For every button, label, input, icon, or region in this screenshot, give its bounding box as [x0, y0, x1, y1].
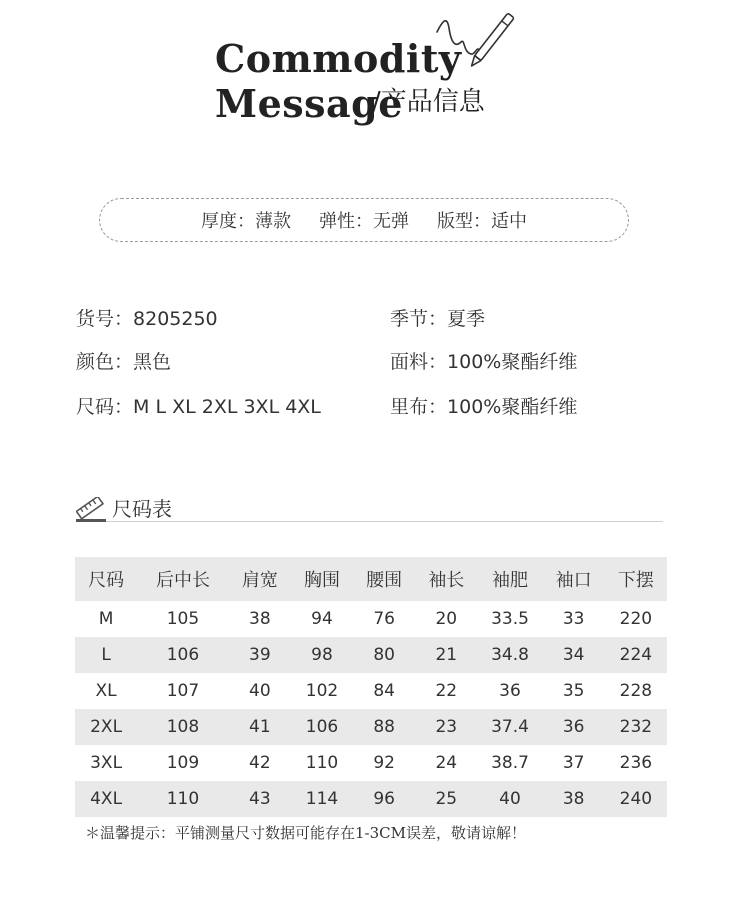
table-cell: 106 [137, 637, 229, 673]
table-cell: 3XL [90, 753, 123, 773]
table-cell: 107 [166, 681, 200, 701]
table-cell: 98 [291, 637, 353, 673]
table-cell: 228 [619, 681, 653, 701]
col-header: 后中长 [137, 557, 229, 601]
table-cell: 37.4 [477, 709, 542, 745]
title-line-2: Message [215, 81, 403, 126]
table-cell: 21 [415, 637, 477, 673]
title-line-1: Commodity [215, 36, 462, 81]
table-cell: 36 [543, 709, 605, 745]
table-cell: 92 [373, 753, 395, 773]
col-header: 腰围 [353, 557, 415, 601]
title-subtitle: /产品信息 [372, 87, 485, 117]
table-cell: 2XL [75, 709, 137, 745]
table-cell: 109 [166, 753, 200, 773]
table-cell: 110 [305, 753, 339, 773]
size-table [75, 557, 667, 817]
info-item-number: 货号 ： 8205250 [76, 310, 218, 329]
table-cell: 114 [291, 781, 353, 817]
table-row [75, 601, 667, 637]
info-lining: 里布 ： 100%聚酯纤维 [390, 398, 577, 417]
table-cell: 37 [562, 753, 585, 773]
table-cell: 96 [353, 781, 415, 817]
table-cell: 105 [166, 609, 200, 629]
attr-thickness: 厚度：薄款 [201, 211, 291, 232]
table-row [75, 781, 667, 817]
table-cell: 33.5 [491, 609, 529, 629]
col-header: 肩宽 [229, 557, 291, 601]
col-header: 下摆 [605, 557, 667, 601]
info-season: 季节 ： 夏季 [390, 310, 485, 329]
table-cell: 88 [353, 709, 415, 745]
ruler-icon [76, 497, 104, 519]
table-cell: L [75, 637, 137, 673]
attr-fit: 版型：适中 [437, 211, 527, 232]
table-cell: 22 [435, 681, 458, 701]
table-cell: 94 [311, 609, 333, 629]
table-cell: 232 [605, 709, 667, 745]
table-cell: 38 [543, 781, 605, 817]
table-cell: 76 [373, 609, 395, 629]
table-cell: 41 [229, 709, 291, 745]
table-row [75, 709, 667, 745]
table-cell: 106 [291, 709, 353, 745]
table-row [75, 745, 667, 781]
size-chart-title: 尺码表 [112, 497, 172, 521]
table-cell: 43 [229, 781, 291, 817]
info-fabric: 面料 ： 100%聚酯纤维 [390, 353, 577, 372]
col-header: 袖口 [543, 557, 605, 601]
table-cell: 34.8 [477, 637, 542, 673]
table-cell: 84 [373, 681, 395, 701]
table-cell: 108 [137, 709, 229, 745]
table-cell: 35 [562, 681, 585, 701]
table-cell: 240 [605, 781, 667, 817]
pen-icon [433, 2, 523, 72]
info-color: 颜色 ： 黑色 [76, 353, 171, 372]
table-row [75, 673, 667, 709]
table-row [75, 637, 667, 673]
table-cell: 39 [229, 637, 291, 673]
table-cell: 42 [249, 753, 271, 773]
table-cell: 38 [249, 609, 271, 629]
table-cell: 40 [249, 681, 271, 701]
table-cell: 224 [605, 637, 667, 673]
section-divider-accent [76, 519, 106, 522]
table-cell: 236 [619, 753, 653, 773]
table-cell: 33 [562, 609, 585, 629]
size-chart-header [76, 493, 172, 522]
attr-elasticity: 弹性：无弹 [319, 211, 409, 232]
table-cell: 40 [477, 781, 542, 817]
info-sizes: 尺码 ： M L XL 2XL 3XL 4XL [76, 398, 321, 417]
table-cell: 36 [499, 681, 521, 701]
table-cell: 20 [435, 609, 458, 629]
col-header: 胸围 [291, 557, 353, 601]
table-cell: 4XL [75, 781, 137, 817]
measurement-note: ＊温馨提示：平铺测量尺寸数据可能存在1-3CM误差，敬请谅解！ [85, 824, 526, 842]
table-cell: 24 [435, 753, 458, 773]
table-cell: 38.7 [491, 753, 529, 773]
section-divider [76, 521, 663, 522]
col-header: 袖长 [415, 557, 477, 601]
col-header: 尺码 [75, 557, 137, 601]
table-cell: 102 [305, 681, 339, 701]
table-cell: 34 [543, 637, 605, 673]
table-cell: XL [95, 681, 117, 701]
table-cell: 220 [619, 609, 653, 629]
col-header: 袖肥 [477, 557, 542, 601]
table-cell: 25 [415, 781, 477, 817]
table-cell: 80 [353, 637, 415, 673]
table-cell: 23 [415, 709, 477, 745]
table-header-row [75, 557, 667, 601]
table-cell: 110 [137, 781, 229, 817]
table-cell: M [98, 609, 114, 629]
attributes-pill [99, 198, 629, 242]
